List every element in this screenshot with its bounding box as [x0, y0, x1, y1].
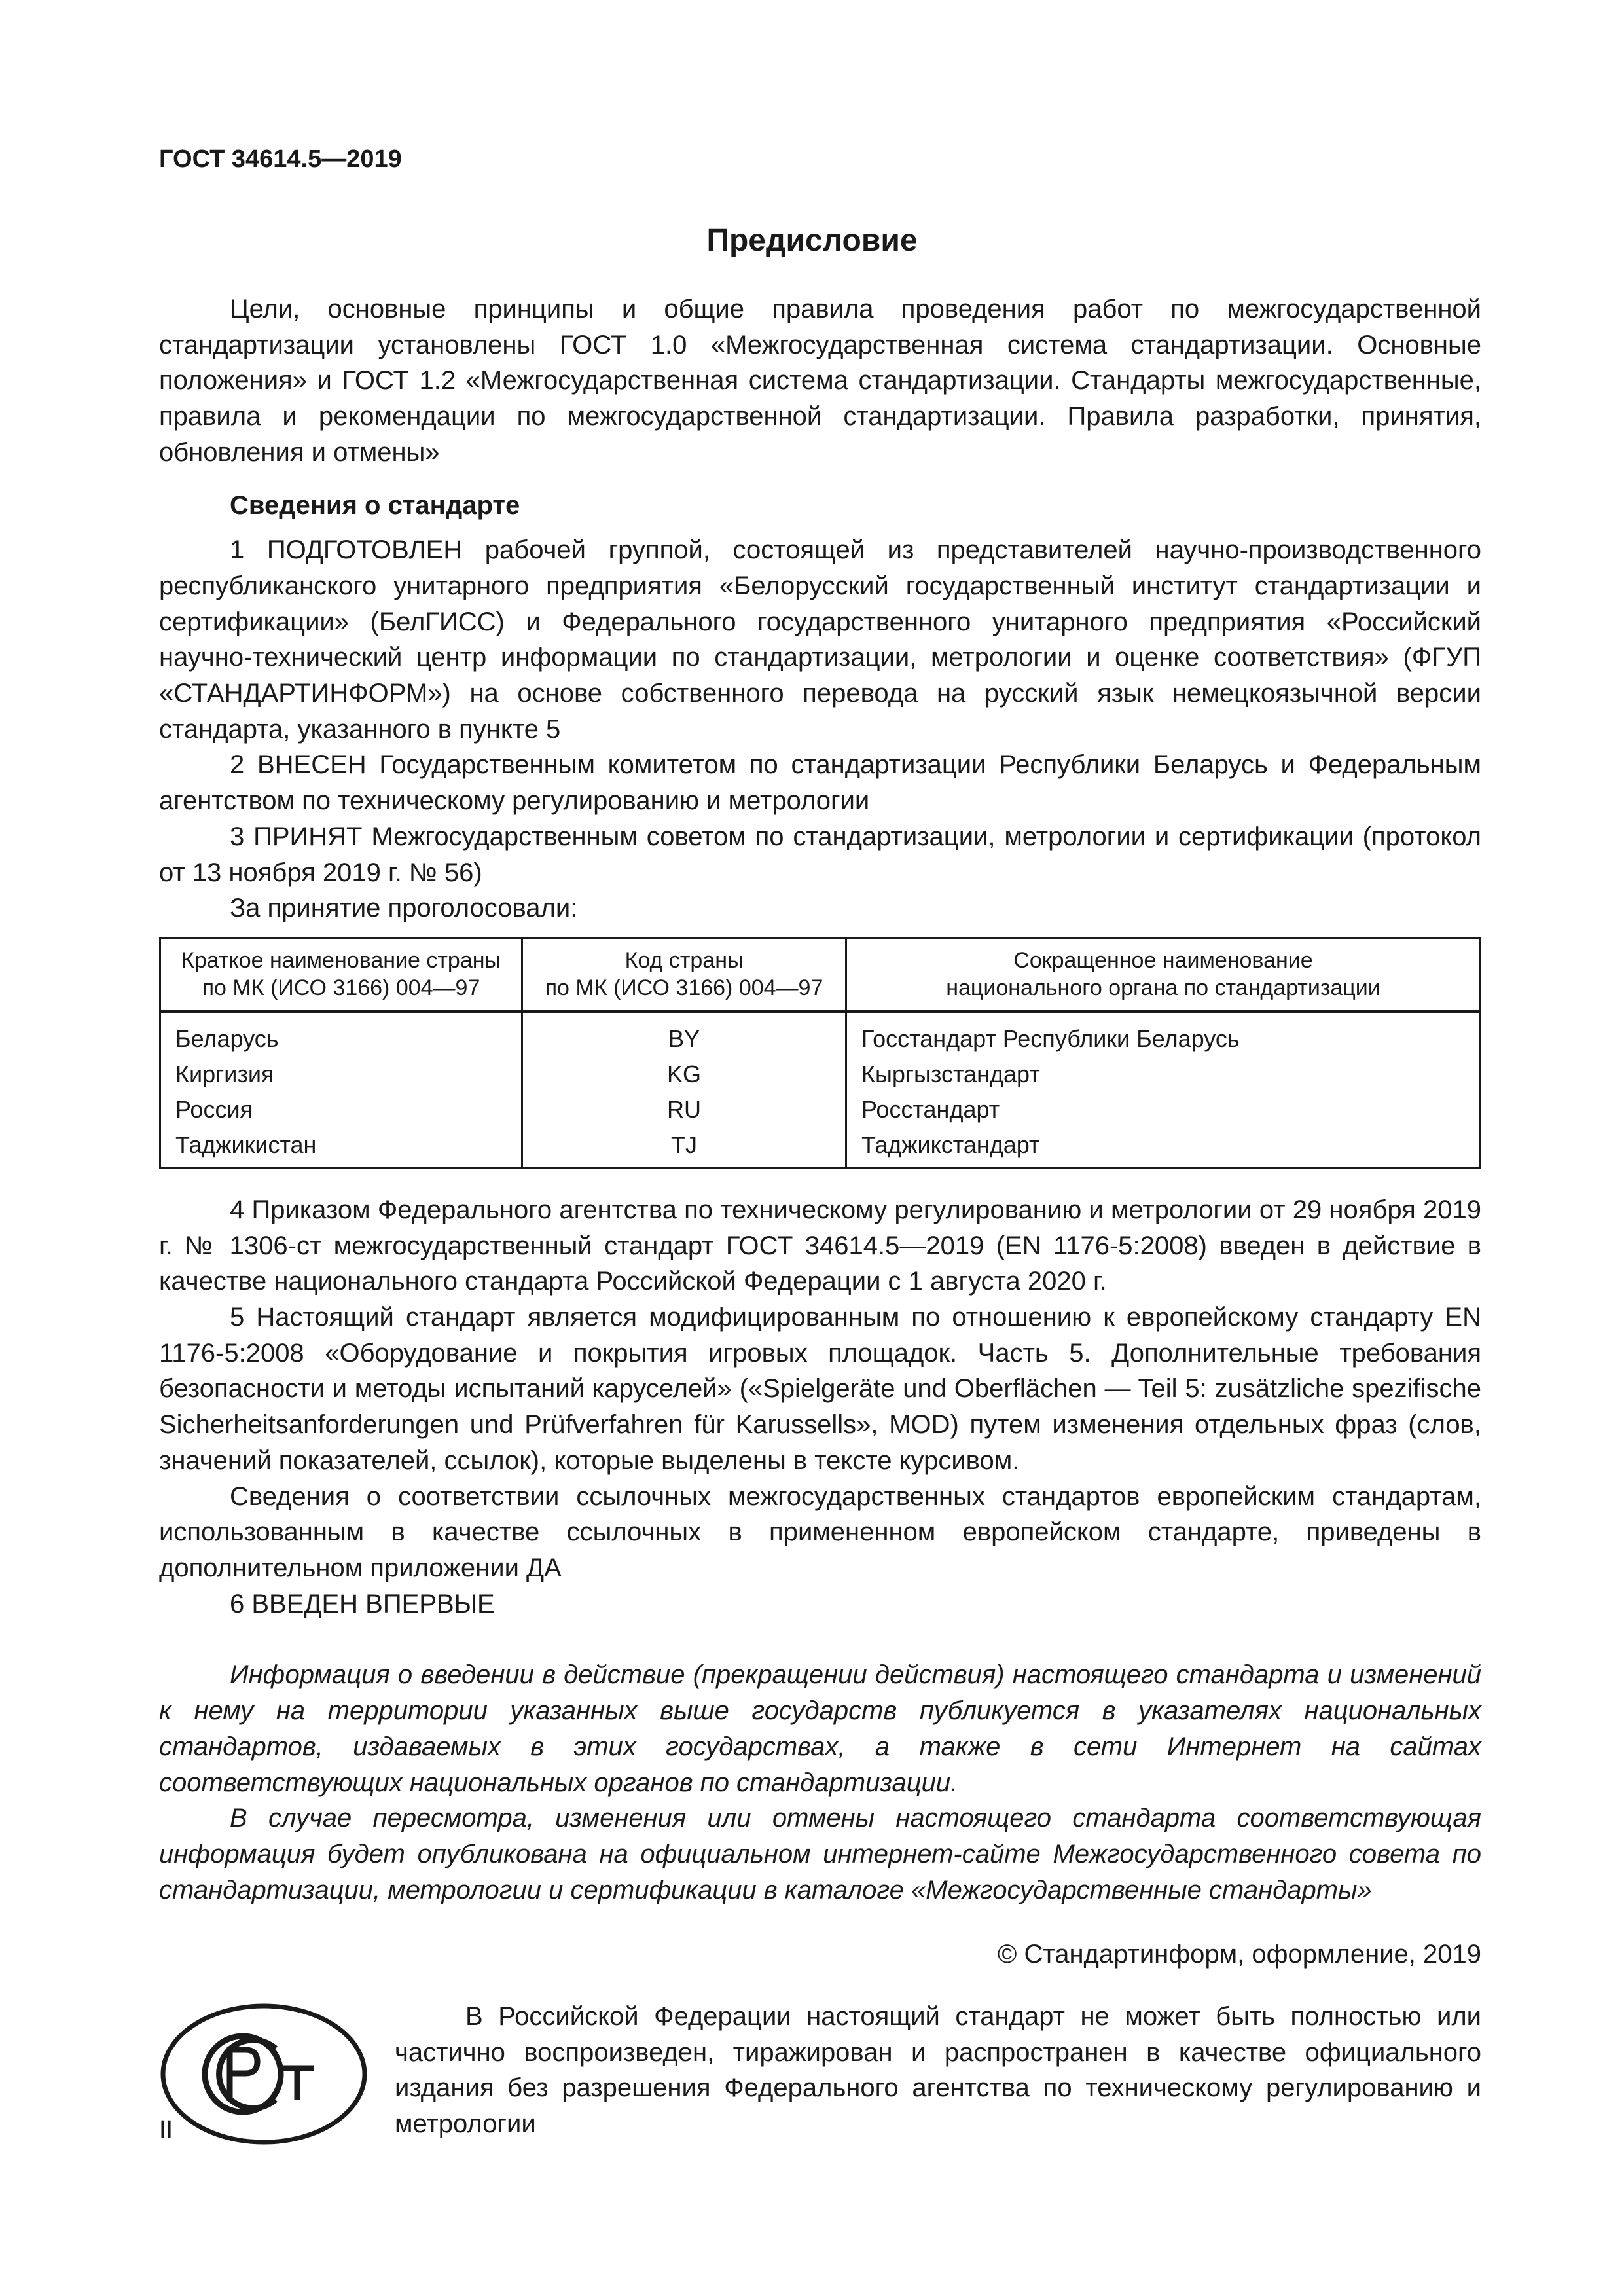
country-name-cell: Таджикистан — [160, 1127, 522, 1168]
country-name-cell: Россия — [160, 1092, 522, 1127]
table-row — [160, 1127, 1481, 1168]
vote-intro: За принятие проголосовали: — [230, 894, 578, 923]
header-country-name — [160, 938, 522, 1011]
item-4-paragraph: 4 Приказом Федерального агентства по техническому регулированию и метрологии от 29 ноября 2019 г. № 1306-ст межгосударственный стандарт ГОСТ 34614.5—2019 (EN 1176-5:2008) введен в действие в качестве национального стандарта Российской Федерации с 1 августа 2020 г. — [159, 1195, 1481, 1296]
section-heading: Сведения о стандарте — [230, 490, 520, 520]
info-paragraph-1: Информация о введении в действие (прекращении действия) настоящего стандарта и изменений к нему на территории указанных выше государств публикуется в указателях национальных стандартов, издаваемых в этих государствах, а также в сети Интернет на сайтах соответствующих национальных органов по стандартизации. — [159, 1660, 1481, 1797]
table-row — [160, 1057, 1481, 1092]
country-code-cell: RU — [522, 1092, 846, 1127]
country-name-cell: Беларусь — [160, 1011, 522, 1057]
page-number: II — [159, 2116, 173, 2143]
country-code-cell: TJ — [522, 1127, 846, 1168]
item-5b-paragraph: Сведения о соответствии ссылочных межгосударственных стандартов европейским стандартам, использованным в качестве ссылочных в примененном европейском стандарте, приведены в дополнительном приложении ДА — [159, 1482, 1481, 1582]
header-country-code — [522, 938, 846, 1011]
header-national-body — [846, 938, 1481, 1011]
table-header-row — [160, 938, 1481, 1011]
rst-logo-icon — [159, 2003, 369, 2145]
header-national-body-line1: Сокращенное наименование — [1013, 947, 1313, 973]
country-code-cell: BY — [522, 1011, 846, 1057]
national-body-cell: Госстандарт Республики Беларусь — [846, 1011, 1481, 1057]
table-row — [160, 1092, 1481, 1127]
item-2-paragraph: 2 ВНЕСЕН Государственным комитетом по стандартизации Республики Беларусь и Федеральным агентством по техническому регулированию и метрологии — [159, 750, 1481, 816]
document-body — [159, 291, 1481, 2149]
header-country-code-line2: по МК (ИСО 3166) 004—97 — [545, 975, 823, 1000]
reproduction-notice: В Российской Федерации настоящий стандарт не может быть полностью или частично воспроизведен, тиражирован и распространен в качестве официального издания без разрешения Федерального агентства по техническому регулированию и метрологии — [395, 2002, 1481, 2139]
item-6-paragraph: 6 ВВЕДЕН ВПЕРВЫЕ — [230, 1589, 495, 1618]
header-country-code-line1: Код страны — [624, 947, 744, 973]
national-body-cell: Кыргызстандарт — [846, 1057, 1481, 1092]
intro-paragraph: Цели, основные принципы и общие правила проведения работ по межгосударственной стандартизации установлены ГОСТ 1.0 «Межгосударственная система стандартизации. Основные положения» и ГОСТ 1.2 «Межгосударственная система стандартизации. Стандарты межгосударственные, правила и рекомендации по межгосударственной стандартизации. Правила разработки, принятия, обновления и отмены» — [159, 295, 1481, 467]
header-country-name-line1: Краткое наименование страны — [181, 947, 501, 973]
page-title: Предисловие — [706, 223, 918, 258]
item-1-paragraph: 1 ПОДГОТОВЛЕН рабочей группой, состоящей из представителей научно-производственного республиканского унитарного предприятия «Белорусский государственный институт стандартизации и сертификации» (БелГИСС) и Федерального государственного унитарного предприятия «Российский научно-технический центр информации по стандартизации, метрологии и оценке соответствия» (ФГУП «СТАНДАРТИНФОРМ») на основе собственного перевода на русский язык немецкоязычной версии стандарта, указанного в пункте 5 — [159, 536, 1481, 744]
country-name-cell: Киргизия — [160, 1057, 522, 1092]
copyright-line: © Стандартинформ, оформление, 2019 — [997, 1940, 1481, 1969]
document-id-header: ГОСТ 34614.5—2019 — [159, 145, 402, 173]
item-5-paragraph: 5 Настоящий стандарт является модифицированным по отношению к европейскому стандарту EN 1176-5:2008 «Оборудование и покрытия игровых площадок. Часть 5. Дополнительные требования безопасности и методы испытаний каруселей» («Spielgeräte und Oberflächen — Teil 5: zusätzliche spezifische Sicherheitsanforderungen und Prüfverfahren für Karussells», MOD) путем изменения отдельных фраз (слов, значений показателей, ссылок), которые выделены в тексте курсивом. — [159, 1303, 1481, 1475]
header-national-body-line2: национального органа по стандартизации — [946, 975, 1380, 1000]
national-body-cell: Таджикстандарт — [846, 1127, 1481, 1168]
country-code-cell: KG — [522, 1057, 846, 1092]
header-country-name-line2: по МК (ИСО 3166) 004—97 — [202, 975, 480, 1000]
national-body-cell: Росстандарт — [846, 1092, 1481, 1127]
voting-table — [159, 937, 1481, 1169]
info-paragraph-2: В случае пересмотра, изменения или отмены настоящего стандарта соответствующая информация будет опубликована на официальном интернет-сайте Межгосударственного совета по стандартизации, метрологии и сертификации в каталоге «Межгосударственные стандарты» — [159, 1804, 1481, 1904]
table-row — [160, 1011, 1481, 1057]
item-3-paragraph: 3 ПРИНЯТ Межгосударственным советом по стандартизации, метрологии и сертификации (протокол от 13 ноября 2019 г. № 56) — [159, 822, 1481, 887]
footer-row — [159, 1999, 1481, 2149]
